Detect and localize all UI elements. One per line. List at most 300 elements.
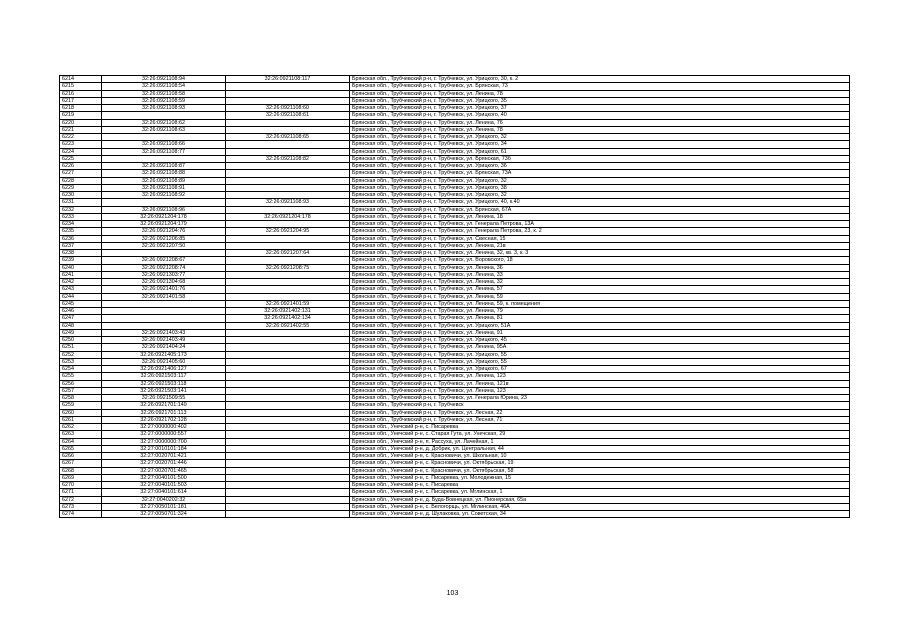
related-cadastral-number-cell [226,141,350,148]
cadastral-number-cell: 32:27:0040101:614 [102,489,226,496]
table-row [60,97,850,104]
address-cell: Брянская обл., Трубчевский р-н, г. Трубчевск, ул. Ленина, 79 [350,308,850,315]
cadastral-number-cell: 32:26:0921108:92 [102,192,226,199]
row-number-cell: 6221 [60,126,102,133]
address-cell: Брянская обл., Унечский р-н, с. Красновичи, ул. Октябрьская, 19 [350,460,850,467]
address-cell: Брянская обл., Трубчевский р-н, г. Трубчевск, ул. Урицкого, 55 [350,358,850,365]
related-cadastral-number-cell [226,416,350,423]
table-row [60,358,850,365]
cadastral-number-cell [102,315,226,322]
table-row [60,416,850,423]
related-cadastral-number-cell [226,221,350,228]
cadastral-number-cell: 32:26:0921204:76 [102,228,226,235]
cadastral-number-cell: 32:26:0921509:55 [102,395,226,402]
table-row [60,134,850,141]
table-row [60,315,850,322]
related-cadastral-number-cell [226,460,350,467]
registry-table [59,75,850,518]
related-cadastral-number-cell [226,126,350,133]
cadastral-number-cell: 32:27:0050101:181 [102,503,226,510]
address-cell: Брянская обл., Унечский р-н, с. Писаревка [350,482,850,489]
address-cell: Брянская обл., Трубчевский р-н, г. Трубчевск, ул. Урицкого, 32 [350,177,850,184]
cadastral-number-cell: 32:27:0000000:557 [102,431,226,438]
row-number-cell: 6243 [60,286,102,293]
address-cell: Брянская обл., Трубчевский р-н, г. Трубчевск, ул. Урицкого, 45 [350,337,850,344]
address-cell: Брянская обл., Трубчевский р-н, г. Трубчевск, ул. Ленина, 33 [350,271,850,278]
row-number-cell: 6255 [60,373,102,380]
address-cell: Брянская обл., Трубчевский р-н, г. Трубчевск, ул. Генерала Юрина, 23 [350,395,850,402]
table-row [60,460,850,467]
related-cadastral-number-cell [226,337,350,344]
address-cell: Брянская обл., Трубчевский р-н, г. Трубчевск, ул. Ленина, 123 [350,373,850,380]
cadastral-number-cell: 32:26:0921403:43 [102,329,226,336]
related-cadastral-number-cell: 32:26:0921108:61 [226,112,350,119]
cadastral-number-cell: 32:26:0921405:60 [102,358,226,365]
cadastral-number-cell: 32:26:0921208:67 [102,257,226,264]
table-row [60,271,850,278]
row-number-cell: 6272 [60,496,102,503]
address-cell: Брянская обл., Трубчевский р-н, г. Трубчевск, ул. Генерала Петрова, 23, к. 2 [350,228,850,235]
cadastral-number-cell [102,199,226,206]
row-number-cell: 6260 [60,409,102,416]
cadastral-number-cell [102,308,226,315]
table-row [60,286,850,293]
related-cadastral-number-cell [226,271,350,278]
cadastral-number-cell [102,322,226,329]
table-row [60,351,850,358]
related-cadastral-number-cell: 32:26:0921204:95 [226,228,350,235]
row-number-cell: 6230 [60,192,102,199]
address-cell: Брянская обл., Трубчевский р-н, г. Трубчевск, ул. Брянская, 67А [350,206,850,213]
row-number-cell: 6251 [60,344,102,351]
related-cadastral-number-cell [226,192,350,199]
address-cell: Брянская обл., Трубчевский р-н, г. Трубчевск, ул. Ленина, 57 [350,286,850,293]
related-cadastral-number-cell [226,206,350,213]
cadastral-number-cell: 32:26:0921108:87 [102,163,226,170]
row-number-cell: 6217 [60,97,102,104]
table-row [60,322,850,329]
address-cell: Брянская обл., Унечский р-н, д. Буда-Вовнецкая, ул. Пионерская, 65а [350,496,850,503]
row-number-cell: 6266 [60,453,102,460]
related-cadastral-number-cell [226,409,350,416]
table-row [60,105,850,112]
table-row [60,337,850,344]
cadastral-number-cell: 32:26:0921108:93 [102,105,226,112]
table-row [60,300,850,307]
page-number: 103 [446,590,459,597]
cadastral-number-cell: 32:27:0050701:324 [102,511,226,518]
related-cadastral-number-cell: 32:26:0921108:93 [226,199,350,206]
address-cell: Брянская обл., Трубчевский р-н, г. Трубчевск, ул. Урицкого, 67 [350,366,850,373]
related-cadastral-number-cell: 32:26:0921204:178 [226,213,350,220]
table-row [60,482,850,489]
table-row [60,90,850,97]
table-row [60,141,850,148]
related-cadastral-number-cell [226,453,350,460]
related-cadastral-number-cell: 32:26:0921207:64 [226,250,350,257]
table-row [60,213,850,220]
cadastral-number-cell: 32:27:0000000:402 [102,424,226,431]
related-cadastral-number-cell [226,242,350,249]
table-row [60,76,850,83]
related-cadastral-number-cell [226,474,350,481]
related-cadastral-number-cell [226,90,350,97]
related-cadastral-number-cell [226,184,350,191]
related-cadastral-number-cell [226,511,350,518]
related-cadastral-number-cell [226,329,350,336]
address-cell: Брянская обл., Трубчевский р-н, г. Трубчевск, ул. Урицкого, 32 [350,134,850,141]
address-cell: Брянская обл., Трубчевский р-н, г. Трубчевск, ул. Ленина, 91 [350,329,850,336]
cadastral-number-cell: 32:26:0921108:88 [102,170,226,177]
address-cell: Брянская обл., Трубчевский р-н, г. Трубчевск, ул. Ленина, 21в [350,242,850,249]
table-row [60,453,850,460]
address-cell: Брянская обл., Трубчевский р-н, г. Трубчевск, ул. Урицкого, 36 [350,163,850,170]
address-cell: Брянская обл., Трубчевский р-н, г. Трубчевск, ул. Урицкого, 55 [350,351,850,358]
table-row [60,119,850,126]
cadastral-number-cell: 32:26:0921404:24 [102,344,226,351]
table-row [60,373,850,380]
table-row [60,177,850,184]
table-row [60,163,850,170]
row-number-cell: 6259 [60,402,102,409]
cadastral-number-cell: 32:26:0921405:173 [102,351,226,358]
related-cadastral-number-cell [226,366,350,373]
cadastral-number-cell: 32:26:0921503:117 [102,373,226,380]
row-number-cell: 6246 [60,308,102,315]
row-number-cell: 6274 [60,511,102,518]
table-row [60,170,850,177]
related-cadastral-number-cell [226,503,350,510]
cadastral-number-cell: 32:26:0921702:128 [102,416,226,423]
related-cadastral-number-cell [226,358,350,365]
row-number-cell: 6267 [60,460,102,467]
related-cadastral-number-cell [226,467,350,474]
row-number-cell: 6253 [60,358,102,365]
table-row [60,221,850,228]
row-number-cell: 6242 [60,279,102,286]
cadastral-number-cell: 32:26:0921208:74 [102,264,226,271]
row-number-cell: 6264 [60,438,102,445]
row-number-cell: 6233 [60,213,102,220]
cadastral-number-cell: 32:26:0921108:89 [102,177,226,184]
cadastral-number-cell [102,112,226,119]
table-row [60,250,850,257]
row-number-cell: 6214 [60,76,102,83]
cadastral-number-cell: 32:26:0921701:149 [102,402,226,409]
row-number-cell: 6249 [60,329,102,336]
row-number-cell: 6234 [60,221,102,228]
related-cadastral-number-cell [226,286,350,293]
cadastral-number-cell: 32:27:0020701:446 [102,460,226,467]
table-row [60,503,850,510]
cadastral-number-cell [102,155,226,162]
row-number-cell: 6229 [60,184,102,191]
cadastral-number-cell: 32:26:0921403:49 [102,337,226,344]
related-cadastral-number-cell [226,83,350,90]
address-cell: Брянская обл., Трубчевский р-н, г. Трубчевск, ул. Урицкого, 34 [350,141,850,148]
table-row [60,184,850,191]
table-row [60,395,850,402]
address-cell: Брянская обл., Трубчевский р-н, г. Трубчевск, ул. Ленина, 36 [350,264,850,271]
row-number-cell: 6250 [60,337,102,344]
address-cell: Брянская обл., Унечский р-н, с. Писаревка, ул. Молодежная, 15 [350,474,850,481]
related-cadastral-number-cell: 32:26:0921108:82 [226,155,350,162]
address-cell: Брянская обл., Трубчевский р-н, г. Трубчевск, ул. Урицкого, 40, к.40 [350,199,850,206]
row-number-cell: 6237 [60,242,102,249]
cadastral-number-cell: 32:26:0921406:127 [102,366,226,373]
related-cadastral-number-cell [226,97,350,104]
related-cadastral-number-cell [226,177,350,184]
cadastral-number-cell: 32:26:0921401:76 [102,286,226,293]
row-number-cell: 6258 [60,395,102,402]
table-row [60,467,850,474]
row-number-cell: 6239 [60,257,102,264]
related-cadastral-number-cell [226,496,350,503]
table-row [60,344,850,351]
cadastral-number-cell: 32:26:0921204:178 [102,213,226,220]
address-cell: Брянская обл., Трубчевский р-н, г. Трубчевск, ул. Урицкого, 38 [350,184,850,191]
cadastral-number-cell: 32:27:0040202:32 [102,496,226,503]
table-row [60,489,850,496]
cadastral-number-cell: 32:26:0921108:54 [102,83,226,90]
address-cell: Брянская обл., Унечский р-н, с. Белогорщь, ул. Мглинская, 46А [350,503,850,510]
row-number-cell: 6223 [60,141,102,148]
related-cadastral-number-cell [226,438,350,445]
table-row [60,112,850,119]
cadastral-number-cell: 32:26:0921401:58 [102,293,226,300]
address-cell: Брянская обл., Унечский р-н, д. Шулаковка, ул. Советская, 34 [350,511,850,518]
address-cell: Брянская обл., Трубчевский р-н, г. Трубчевск, ул. Брянская, 73 [350,83,850,90]
cadastral-number-cell: 32:27:0020701:465 [102,467,226,474]
cadastral-number-cell [102,134,226,141]
row-number-cell: 6216 [60,90,102,97]
cadastral-number-cell: 32:26:0921304:68 [102,279,226,286]
cadastral-number-cell: 32:26:0921207:50 [102,242,226,249]
address-cell: Брянская обл., Трубчевский р-н, г. Трубчевск, ул. Ленина, 78 [350,126,850,133]
row-number-cell: 6227 [60,170,102,177]
address-cell: Брянская обл., Трубчевский р-н, г. Трубчевск, ул. Ленина, 81 [350,315,850,322]
table-row [60,387,850,394]
row-number-cell: 6215 [60,83,102,90]
related-cadastral-number-cell: 32:26:0921108:65 [226,134,350,141]
related-cadastral-number-cell [226,148,350,155]
row-number-cell: 6254 [60,366,102,373]
row-number-cell: 6220 [60,119,102,126]
address-cell: Брянская обл., Трубчевский р-н, г. Трубчевск, ул. Урицкого, 35 [350,97,850,104]
cadastral-number-cell: 32:26:0921503:118 [102,380,226,387]
address-cell: Брянская обл., Трубчевский р-н, г. Трубчевск, ул. Урицкого, 30, к. 2 [350,76,850,83]
table-row [60,192,850,199]
related-cadastral-number-cell [226,344,350,351]
table-row [60,126,850,133]
address-cell: Брянская обл., Трубчевский р-н, г. Трубчевск [350,402,850,409]
cadastral-number-cell: 32:26:0921108:59 [102,97,226,104]
row-number-cell: 6244 [60,293,102,300]
cadastral-number-cell: 32:27:0040101:503 [102,482,226,489]
table-row [60,148,850,155]
row-number-cell: 6231 [60,199,102,206]
row-number-cell: 6219 [60,112,102,119]
related-cadastral-number-cell [226,373,350,380]
address-cell: Брянская обл., Унечский р-н, с. Красновичи, ул. Школьная, 10 [350,453,850,460]
row-number-cell: 6262 [60,424,102,431]
registry-table-body [60,76,850,518]
table-row [60,242,850,249]
related-cadastral-number-cell [226,235,350,242]
address-cell: Брянская обл., Трубчевский р-н, г. Трубчевск, ул. Генерала Петрова, 13А [350,221,850,228]
table-row [60,380,850,387]
address-cell: Брянская обл., Трубчевский р-н, г. Трубчевск, ул. Урицкого, 37 [350,105,850,112]
related-cadastral-number-cell [226,424,350,431]
address-cell: Брянская обл., Трубчевский р-н, г. Трубчевск, ул. Лесная, 71 [350,416,850,423]
table-row [60,279,850,286]
address-cell: Брянская обл., Трубчевский р-н, г. Трубчевск, ул. Ленина, 121в [350,380,850,387]
row-number-cell: 6247 [60,315,102,322]
table-row [60,206,850,213]
related-cadastral-number-cell: 32:26:0921108:117 [226,76,350,83]
cadastral-number-cell: 32:27:0000000:700 [102,438,226,445]
cadastral-number-cell: 32:27:0040101:500 [102,474,226,481]
address-cell: Брянская обл., Трубчевский р-н, г. Трубчевск, ул. Ленина, 18 [350,213,850,220]
row-number-cell: 6232 [60,206,102,213]
cadastral-number-cell: 32:27:0020701:421 [102,453,226,460]
cadastral-number-cell: 32:27:0010101:184 [102,445,226,452]
row-number-cell: 6238 [60,250,102,257]
address-cell: Брянская обл., Унечский р-н, п. Рассуха, ул. Лачейная, 1 [350,438,850,445]
row-number-cell: 6268 [60,467,102,474]
cadastral-number-cell: 32:26:0921108:94 [102,76,226,83]
cadastral-number-cell: 32:26:0921108:96 [102,206,226,213]
row-number-cell: 6222 [60,134,102,141]
address-cell: Брянская обл., Трубчевский р-н, г. Трубчевск, ул. Брянская, 73А [350,170,850,177]
cadastral-number-cell: 32:26:0921108:63 [102,126,226,133]
cadastral-number-cell: 32:26:0921108:77 [102,148,226,155]
table-row [60,293,850,300]
cadastral-number-cell: 32:26:0921108:66 [102,141,226,148]
cadastral-number-cell: 32:26:0921503:141 [102,387,226,394]
row-number-cell: 6270 [60,482,102,489]
related-cadastral-number-cell [226,489,350,496]
table-row [60,264,850,271]
row-number-cell: 6224 [60,148,102,155]
related-cadastral-number-cell: 32:26:0921402:134 [226,315,350,322]
related-cadastral-number-cell [226,163,350,170]
cadastral-number-cell: 32:26:0921303:77 [102,271,226,278]
row-number-cell: 6263 [60,431,102,438]
table-row [60,445,850,452]
address-cell: Брянская обл., Унечский р-н, с. Старая Гута, ул. Унечская, 29 [350,431,850,438]
related-cadastral-number-cell: 32:26:0921208:75 [226,264,350,271]
row-number-cell: 6235 [60,228,102,235]
address-cell: Брянская обл., Трубчевский р-н, г. Трубчевск, ул. Воровского, 18 [350,257,850,264]
related-cadastral-number-cell: 32:26:0921402:131 [226,308,350,315]
cadastral-number-cell: 32:26:0921108:62 [102,119,226,126]
related-cadastral-number-cell [226,431,350,438]
address-cell: Брянская обл., Трубчевский р-н, г. Трубчевск, ул. Ленина, 123 [350,387,850,394]
address-cell: Брянская обл., Трубчевский р-н, г. Трубчевск, ул. Лесная, 22 [350,409,850,416]
row-number-cell: 6256 [60,380,102,387]
related-cadastral-number-cell [226,387,350,394]
related-cadastral-number-cell [226,257,350,264]
row-number-cell: 6248 [60,322,102,329]
address-cell: Брянская обл., Унечский р-н, с. Красновичи, ул. Октябрьская, 58 [350,467,850,474]
table-row [60,438,850,445]
address-cell: Брянская обл., Унечский р-н, с. Писаревка, ул. Мглинская, 1 [350,489,850,496]
address-cell: Брянская обл., Трубчевский р-н, г. Трубчевск, ул. Ленина, 32, кв. 3, к. 3 [350,250,850,257]
row-number-cell: 6240 [60,264,102,271]
address-cell: Брянская обл., Трубчевский р-н, г. Трубчевск, ул. Урицкого, 32 [350,192,850,199]
table-row [60,308,850,315]
table-row [60,83,850,90]
table-row [60,402,850,409]
row-number-cell: 6228 [60,177,102,184]
address-cell: Брянская обл., Трубчевский р-н, г. Трубчевск, ул. Урицкого, 61 [350,148,850,155]
row-number-cell: 6269 [60,474,102,481]
row-number-cell: 6245 [60,300,102,307]
address-cell: Брянская обл., Трубчевский р-н, г. Трубчевск, ул. Ленина, 78 [350,90,850,97]
address-cell: Брянская обл., Трубчевский р-н, г. Трубчевск, ул. Свесная, 15 [350,235,850,242]
address-cell: Брянская обл., Унечский р-н, с. Писаревка [350,424,850,431]
cadastral-number-cell: 32:26:0921206:85 [102,235,226,242]
row-number-cell: 6265 [60,445,102,452]
table-row [60,199,850,206]
related-cadastral-number-cell [226,119,350,126]
address-cell: Брянская обл., Трубчевский р-н, г. Трубчевск, ул. Ленина, 59 [350,293,850,300]
address-cell: Брянская обл., Трубчевский р-н, г. Трубчевск, ул. Ленина, 59, к. помещения [350,300,850,307]
cadastral-number-cell [102,250,226,257]
cadastral-number-cell: 32:26:0921701:113 [102,409,226,416]
address-cell: Брянская обл., Трубчевский р-н, г. Трубчевск, ул. Урицкого, 40 [350,112,850,119]
related-cadastral-number-cell [226,482,350,489]
row-number-cell: 6271 [60,489,102,496]
table-row [60,366,850,373]
related-cadastral-number-cell: 32:26:0921108:60 [226,105,350,112]
row-number-cell: 6252 [60,351,102,358]
address-cell: Брянская обл., Трубчевский р-н, г. Трубчевск, ул. Урицкого, 51А [350,322,850,329]
table-row [60,155,850,162]
cadastral-number-cell: 32:26:0921108:58 [102,90,226,97]
cadastral-number-cell [102,300,226,307]
related-cadastral-number-cell [226,395,350,402]
related-cadastral-number-cell [226,380,350,387]
related-cadastral-number-cell: 32:26:0921401:59 [226,300,350,307]
cadastral-number-cell: 32:26:0921204:179 [102,221,226,228]
related-cadastral-number-cell [226,445,350,452]
related-cadastral-number-cell [226,402,350,409]
table-row [60,228,850,235]
address-cell: Брянская обл., Трубчевский р-н, г. Трубчевск, ул. Ленина, 95А [350,344,850,351]
row-number-cell: 6225 [60,155,102,162]
address-cell: Брянская обл., Унечский р-н, д. Добрик, ул. Центральная, 44 [350,445,850,452]
row-number-cell: 6273 [60,503,102,510]
row-number-cell: 6257 [60,387,102,394]
cadastral-number-cell: 32:26:0921108:91 [102,184,226,191]
table-row [60,235,850,242]
related-cadastral-number-cell [226,293,350,300]
row-number-cell: 6261 [60,416,102,423]
address-cell: Брянская обл., Трубчевский р-н, г. Трубчевск, ул. Ленина, 32 [350,279,850,286]
table-row [60,431,850,438]
address-cell: Брянская обл., Трубчевский р-н, г. Трубчевск, ул. Ленина, 76 [350,119,850,126]
related-cadastral-number-cell: 32:26:0921402:55 [226,322,350,329]
table-row [60,496,850,503]
table-row [60,511,850,518]
table-row [60,409,850,416]
row-number-cell: 6218 [60,105,102,112]
related-cadastral-number-cell [226,351,350,358]
row-number-cell: 6226 [60,163,102,170]
table-row [60,257,850,264]
